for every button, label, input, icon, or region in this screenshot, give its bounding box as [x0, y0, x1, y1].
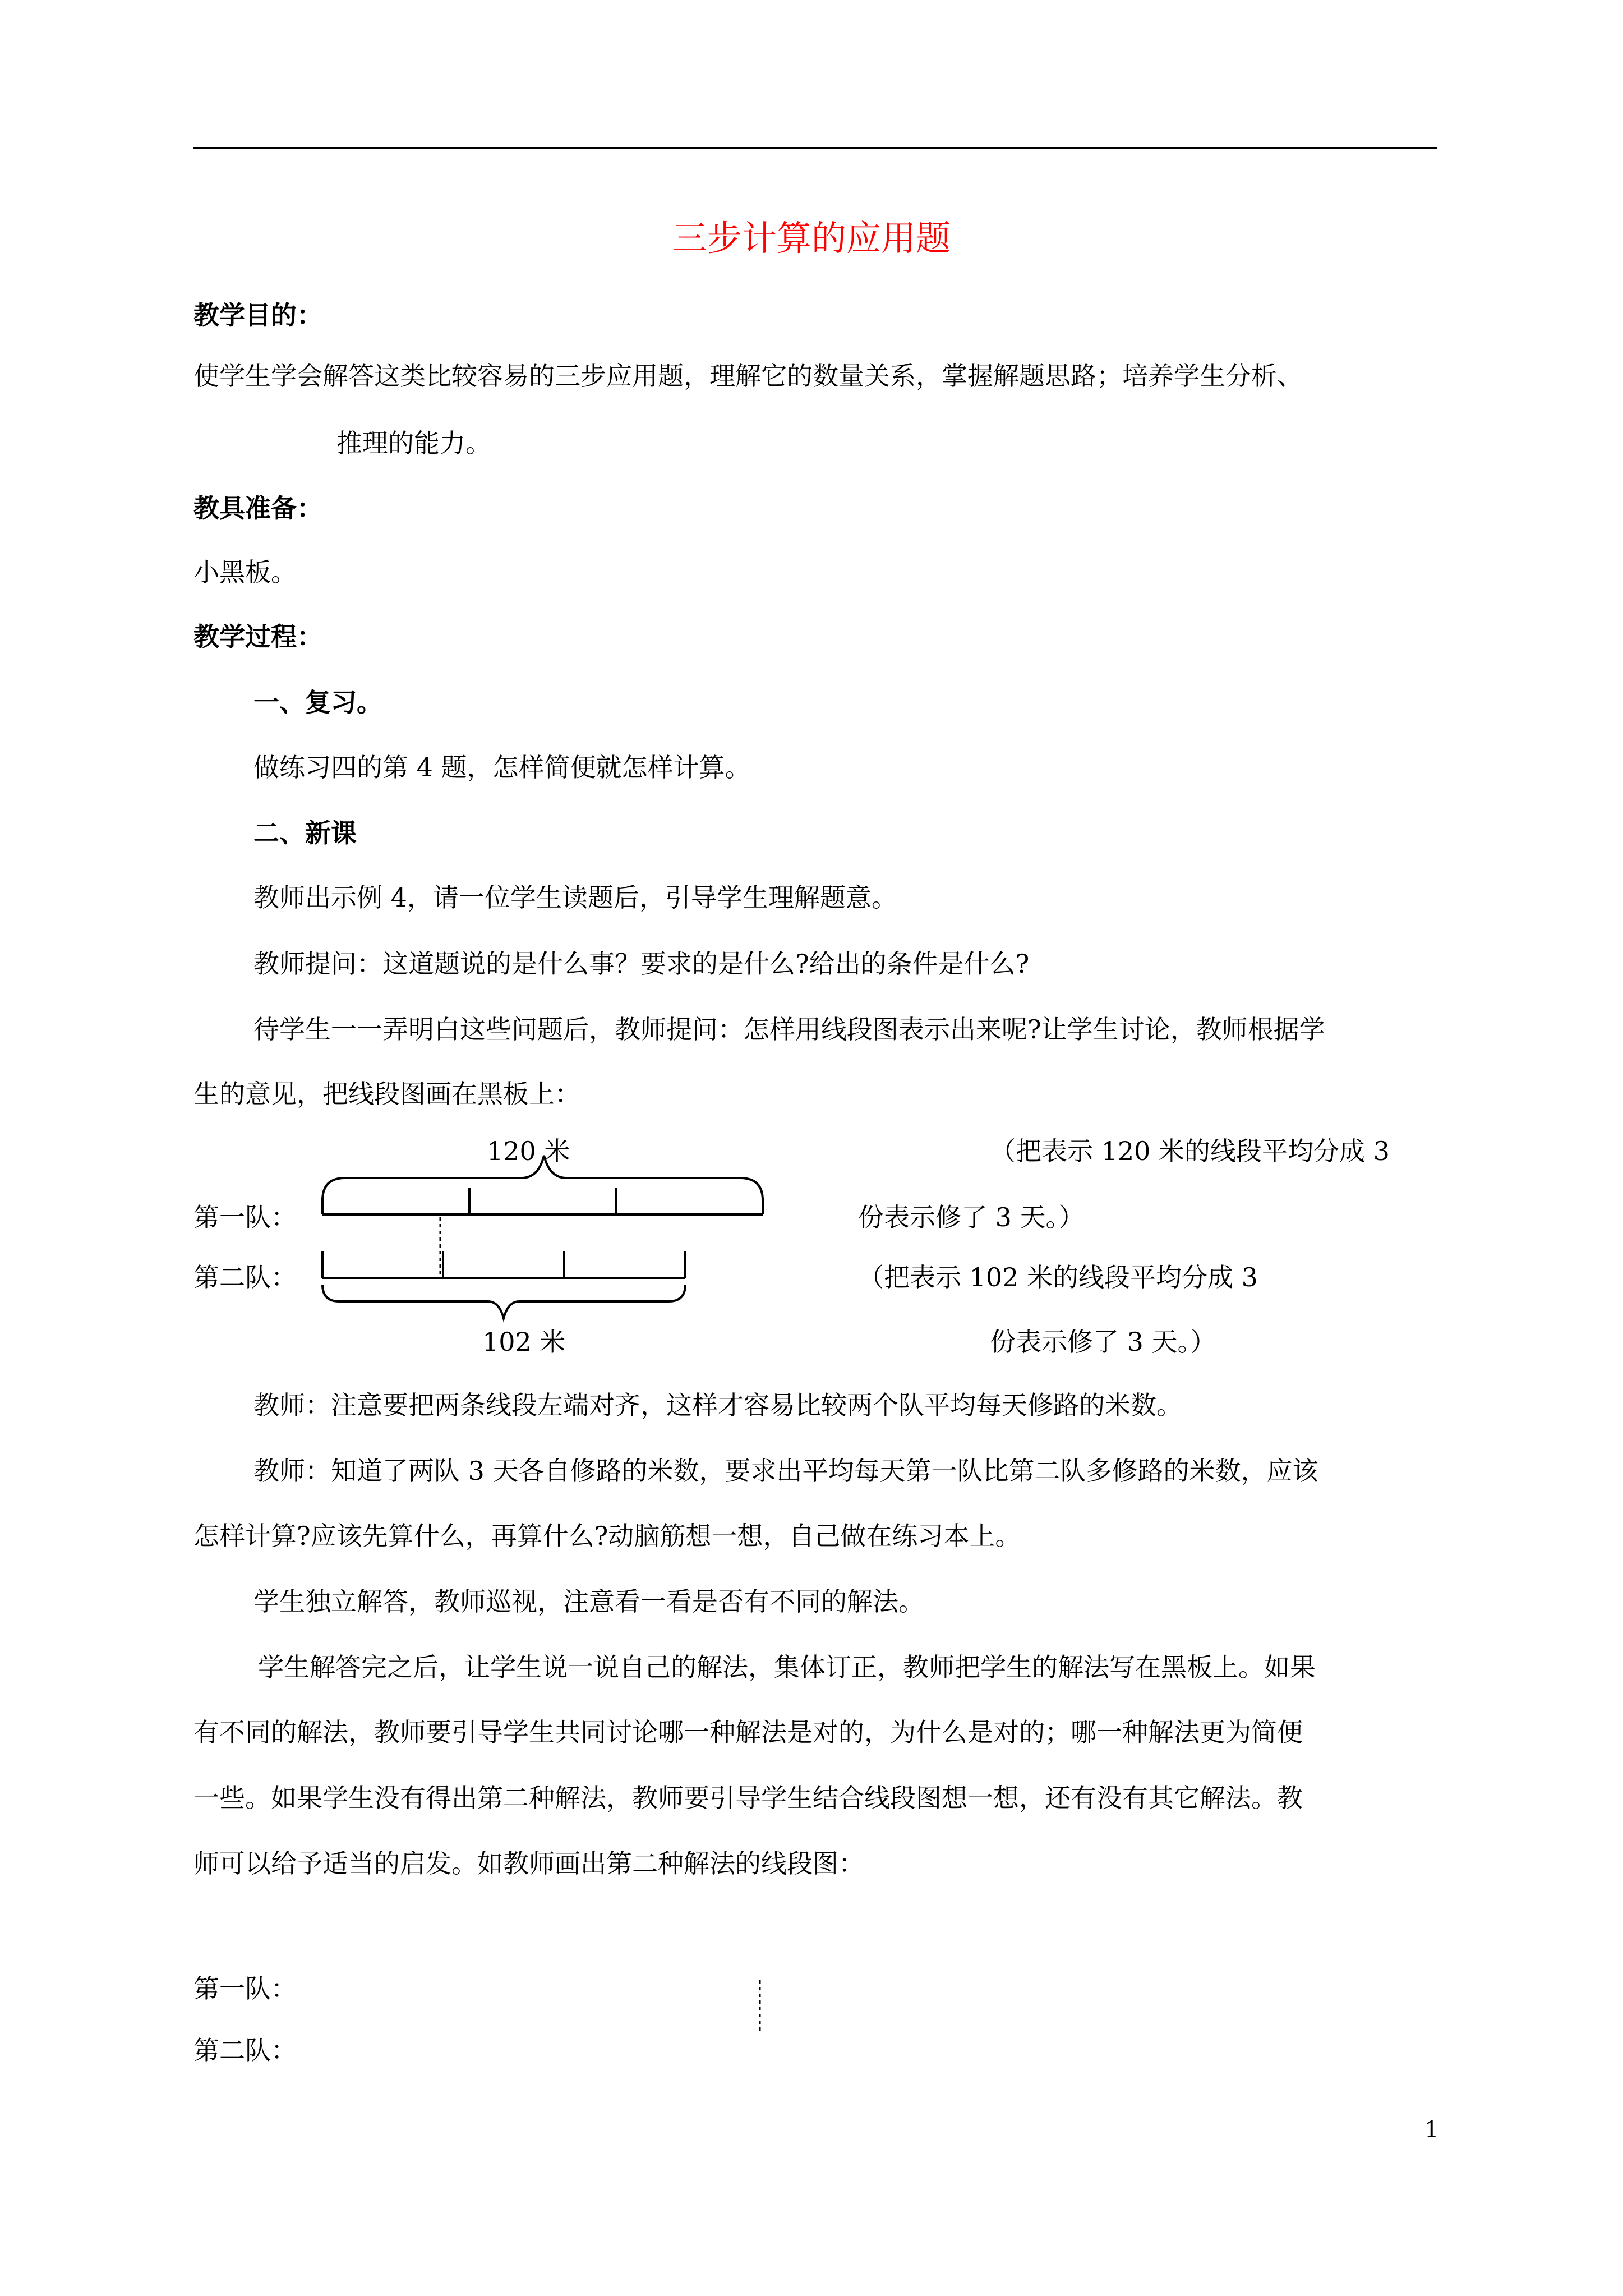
bottom-brace-label: 102 米	[482, 1327, 566, 1357]
diagram2-team1-label: 第一队：	[193, 1973, 297, 2004]
goal-text-line1: 使学生学会解答这类比较容易的三步应用题，理解它的数量关系，掌握解题思路；培养学生分析、	[193, 361, 1303, 391]
new-lesson-heading: 二、新课	[253, 818, 357, 848]
page-number: 1	[1424, 2117, 1439, 2143]
paragraph-4: 教师：注意要把两条线段左端对齐，这样才容易比较两个队平均每天修路的米数。	[253, 1390, 1182, 1420]
paragraph-5-line2: 怎样计算?应该先算什么，再算什么?动脑筋想一想，自己做在练习本上。	[193, 1521, 1021, 1551]
note2-line2: 份表示修了 3 天。）	[990, 1327, 1216, 1357]
goal-heading: 教学目的：	[193, 300, 322, 330]
process-heading: 教学过程：	[193, 622, 322, 652]
paragraph-7-line3: 一些。如果学生没有得出第二种解法，教师要引导学生结合线段图想一想，还有没有其它解法。教	[193, 1783, 1303, 1813]
diagram2-team2-label: 第二队：	[193, 2035, 297, 2065]
team2-label: 第二队：	[193, 1262, 297, 1292]
goal-text-line2: 推理的能力。	[336, 428, 491, 458]
tools-text: 小黑板。	[193, 557, 297, 587]
document-title: 三步计算的应用题	[672, 218, 951, 259]
top-brace-label: 120 米	[487, 1136, 570, 1166]
tools-heading: 教具准备：	[193, 493, 322, 523]
paragraph-1: 教师出示例 4，请一位学生读题后，引导学生理解题意。	[253, 882, 897, 913]
note1-line2: 份表示修了 3 天。）	[858, 1202, 1085, 1232]
note1-line1: （把表示 120 米的线段平均分成 3	[990, 1136, 1390, 1166]
paragraph-2: 教师提问：这道题说的是什么事？要求的是什么?给出的条件是什么?	[253, 949, 1030, 979]
paragraph-7-line2: 有不同的解法，教师要引导学生共同讨论哪一种解法是对的，为什么是对的；哪一种解法更为简便	[193, 1717, 1303, 1747]
review-heading: 一、复习。	[253, 687, 382, 717]
paragraph-5-line1: 教师：知道了两队 3 天各自修路的米数，要求出平均每天第一队比第二队多修路的米数，应该	[253, 1456, 1318, 1486]
paragraph-6: 学生独立解答，教师巡视，注意看一看是否有不同的解法。	[253, 1586, 924, 1617]
review-text: 做练习四的第 4 题，怎样简便就怎样计算。	[253, 752, 751, 783]
team1-label: 第一队：	[193, 1202, 297, 1232]
paragraph-7-line1: 学生解答完之后，让学生说一说自己的解法，集体订正，教师把学生的解法写在黑板上。如果	[258, 1652, 1316, 1682]
note2-line1: （把表示 102 米的线段平均分成 3	[858, 1262, 1258, 1292]
paragraph-7-line4: 师可以给予适当的启发。如教师画出第二种解法的线段图：	[193, 1848, 864, 1879]
paragraph-3-line1: 待学生一一弄明白这些问题后，教师提问：怎样用线段图表示出来呢?让学生讨论，教师根据学	[253, 1014, 1325, 1045]
paragraph-3-line2: 生的意见，把线段图画在黑板上：	[193, 1079, 580, 1109]
bottom-brace	[322, 1285, 685, 1318]
